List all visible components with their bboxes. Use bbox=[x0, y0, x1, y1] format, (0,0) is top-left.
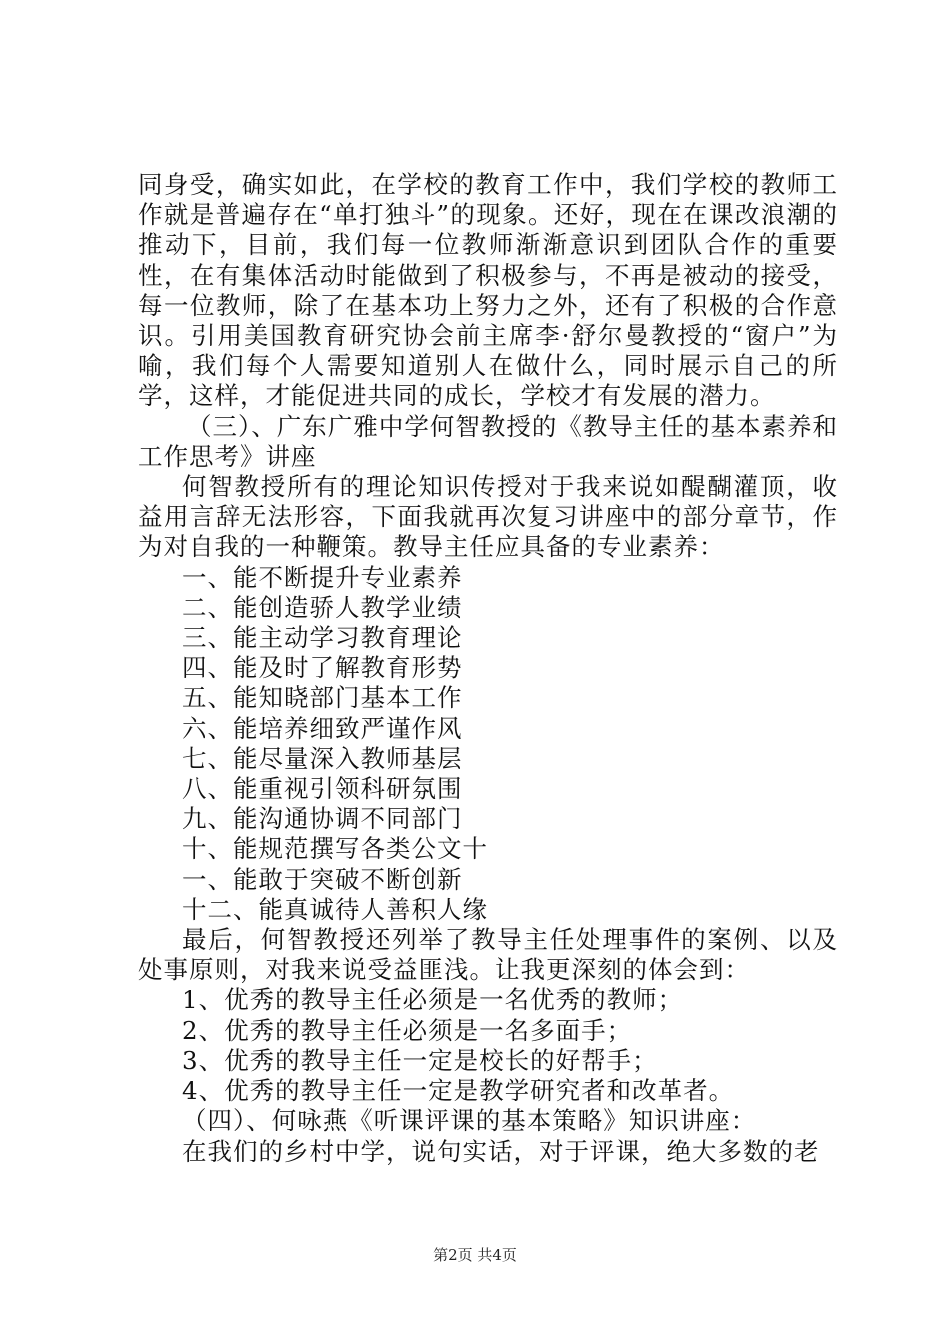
list-item: 九、能沟通协调不同部门 bbox=[182, 804, 463, 834]
list-item: 一、能敢于突破不断创新 bbox=[182, 864, 463, 894]
list-item: 十二、能真诚待人善积人缘 bbox=[182, 894, 488, 924]
list-item: 八、能重视引领科研氛围 bbox=[182, 774, 463, 804]
list-item: 4、优秀的教导主任一定是教学研究者和改革者。 bbox=[182, 1076, 735, 1106]
list-item: 七、能尽量深入教师基层 bbox=[182, 743, 463, 773]
paragraph: 同身受，确实如此，在学校的教育工作中，我们学校的教师工作就是普遍存在“单打独斗”的现象。还好，现在在课改浪潮的推动下，目前，我们每一位教师渐渐意识到团队合作的重要性，在有集体活动时能做到了积极参与，不再是被动的接受，每一位教师，除了在基本功上努力之外，还有了积极的合作意识。引用美国教育研究协会前主席李·舒尔曼教授的“窗户”为喻，我们每个人需要知道别人在做什么，同时展示自己的所学，这样，才能促进共同的成长，学校才有发展的潜力。 bbox=[138, 170, 838, 411]
list-item: 2、优秀的教导主任必须是一名多面手； bbox=[182, 1015, 633, 1045]
list-item: 一、能不断提升专业素养 bbox=[182, 562, 463, 592]
paragraph: 何智教授所有的理论知识传授对于我来说如醍醐灌顶，收益用言辞无法形容，下面我就再次复习讲座中的部分章节，作为对自我的一种鞭策。教导主任应具备的专业素养： bbox=[138, 472, 838, 562]
section-heading: （四）、何咏燕《听课评课的基本策略》知识讲座： bbox=[182, 1106, 757, 1136]
document-body bbox=[138, 170, 838, 1167]
list-item: 3、优秀的教导主任一定是校长的好帮手； bbox=[182, 1045, 658, 1075]
paragraph: 最后，何智教授还列举了教导主任处理事件的案例、以及处事原则，对我来说受益匪浅。让我更深刻的体会到： bbox=[138, 925, 838, 985]
list-item: 三、能主动学习教育理论 bbox=[182, 623, 463, 653]
list-item: 五、能知晓部门基本工作 bbox=[182, 683, 463, 713]
section-heading: （三）、广东广雅中学何智教授的《教导主任的基本素养和工作思考》讲座 bbox=[138, 411, 838, 471]
list-item: 四、能及时了解教育形势 bbox=[182, 653, 463, 683]
list-item: 二、能创造骄人教学业绩 bbox=[182, 592, 463, 622]
page-footer: 第2页 共4页 bbox=[433, 1246, 517, 1264]
list-item: 六、能培养细致严谨作风 bbox=[182, 713, 463, 743]
paragraph: 在我们的乡村中学，说句实话，对于评课，绝大多数的老 bbox=[182, 1136, 820, 1166]
list-item: 1、优秀的教导主任必须是一名优秀的教师； bbox=[182, 985, 684, 1015]
list-item: 十、能规范撰写各类公文十 bbox=[182, 834, 488, 864]
